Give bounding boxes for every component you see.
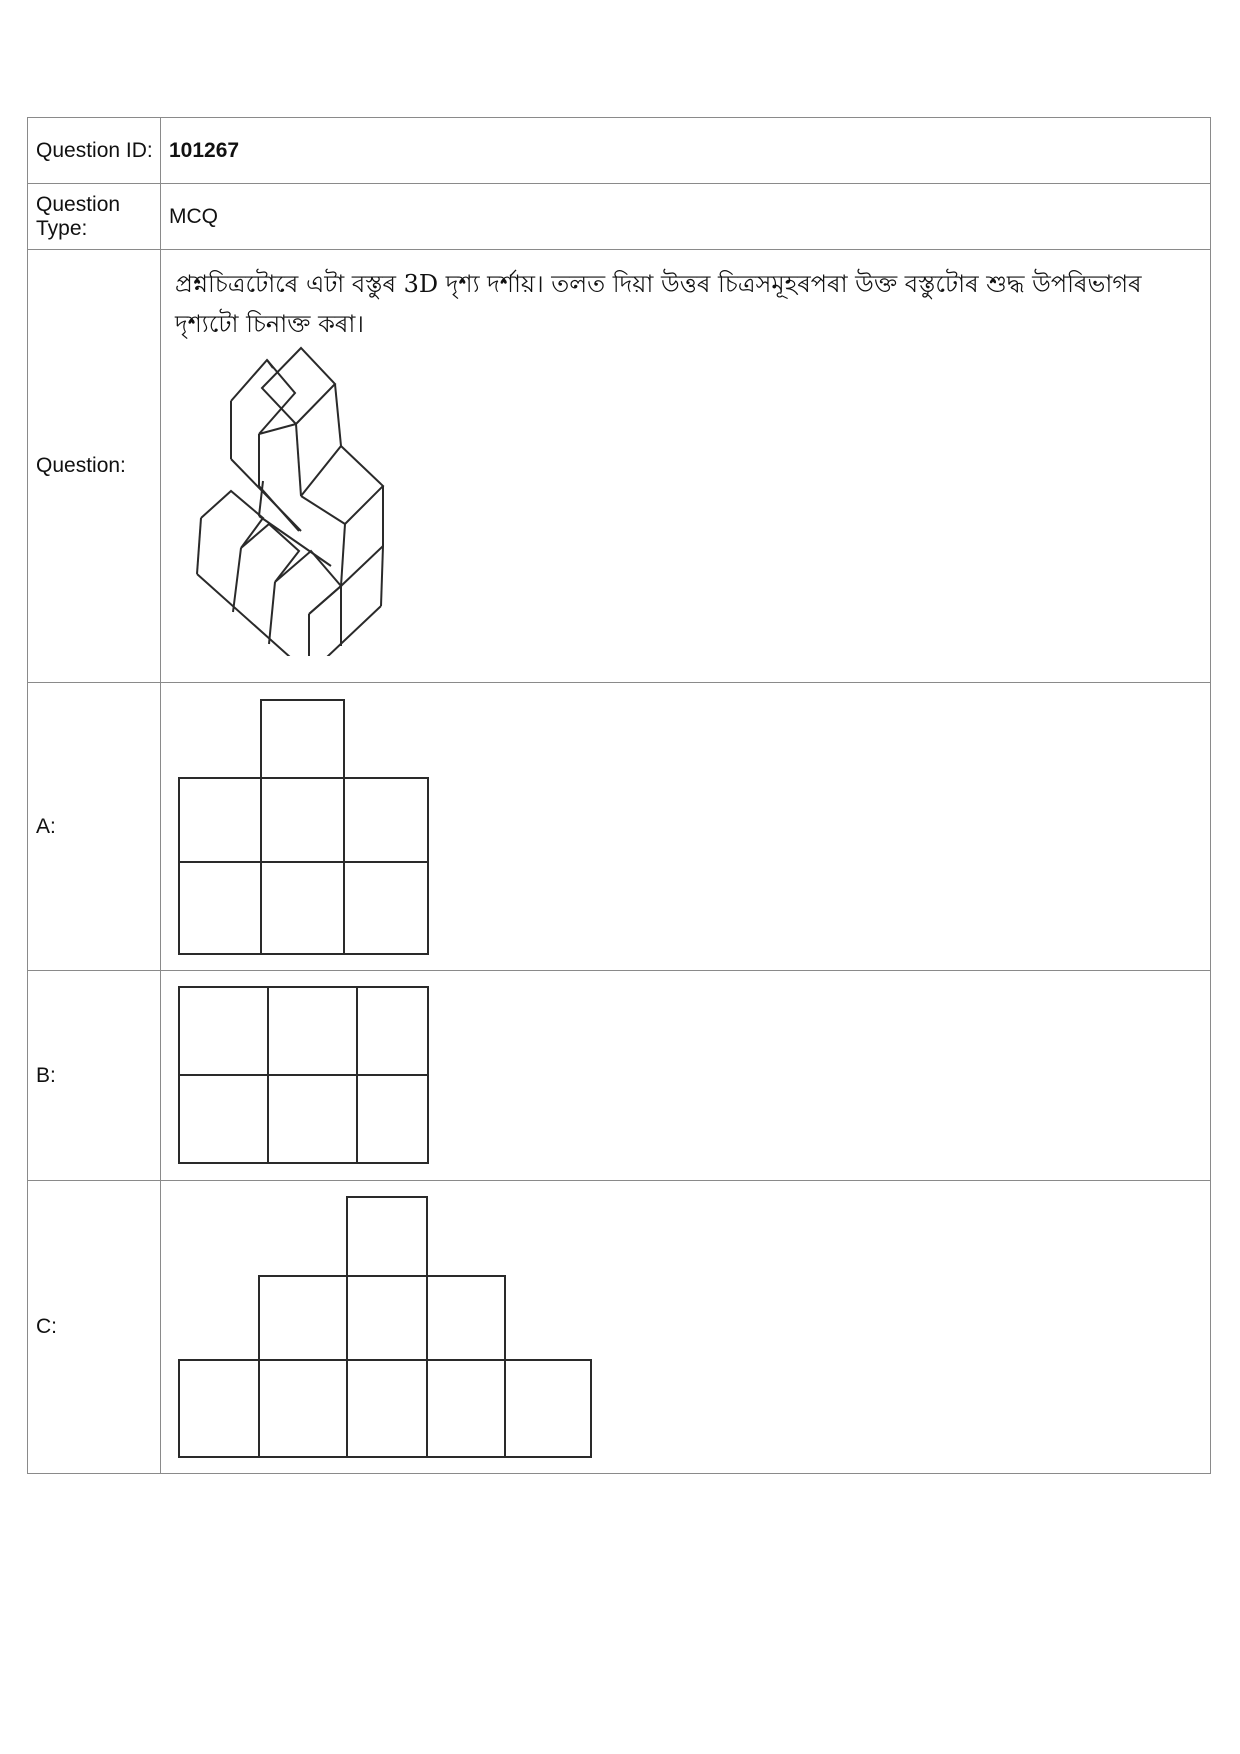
question-type-value: MCQ xyxy=(161,184,1211,250)
question-table xyxy=(27,117,1211,1474)
option-a-figure xyxy=(177,692,437,962)
option-b-label: B: xyxy=(28,971,161,1181)
option-a-row xyxy=(28,683,1211,971)
option-c-row xyxy=(28,1181,1211,1474)
option-c-cell xyxy=(161,1181,1211,1474)
option-c-figure xyxy=(177,1187,607,1467)
question-label: Question: xyxy=(28,250,161,683)
question-id-value: 101267 xyxy=(161,118,1211,184)
question-cell xyxy=(161,250,1211,683)
question-type-row xyxy=(28,184,1211,250)
option-b-cell xyxy=(161,971,1211,1181)
question-id-row xyxy=(28,118,1211,184)
option-c-label: C: xyxy=(28,1181,161,1474)
option-a-cell xyxy=(161,683,1211,971)
option-b-row xyxy=(28,971,1211,1181)
question-id-label: Question ID: xyxy=(28,118,161,184)
question-type-label: Question Type: xyxy=(28,184,161,250)
option-b-figure xyxy=(177,981,437,1171)
option-a-label: A: xyxy=(28,683,161,971)
question-3d-figure xyxy=(183,346,423,656)
question-row xyxy=(28,250,1211,683)
question-text: প্ৰশ্নচিত্ৰটোৰে এটা বস্তুৰ 3D দৃশ্য দৰ্শায়। তলত দিয়া উত্তৰ চিত্ৰসমূহৰপৰা উক্ত বস্তুটোৰ শুদ্ধ উপৰিভাগৰ দৃশ্যটো চিনাক্ত কৰা। xyxy=(175,270,1142,338)
